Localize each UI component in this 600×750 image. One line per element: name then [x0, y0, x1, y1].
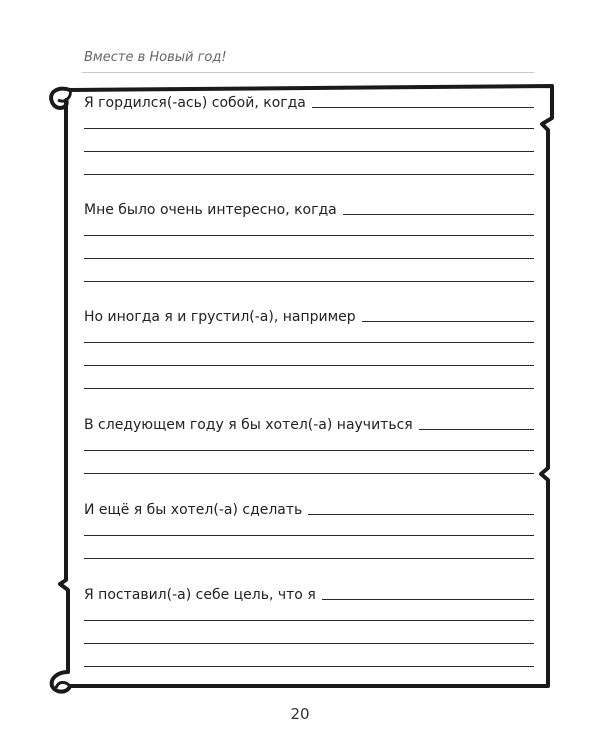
section-do: [84, 495, 534, 559]
running-header: Вместе в Новый год!: [84, 50, 227, 65]
prompt-text: Я поставил(-а) себе цель, что я: [84, 587, 316, 603]
page-number: 20: [290, 705, 310, 723]
section-learn: [84, 410, 534, 474]
answer-line[interactable]: [312, 107, 534, 108]
section-sad: [84, 302, 534, 389]
answer-line[interactable]: [84, 174, 534, 175]
answer-line[interactable]: [84, 235, 534, 236]
scroll-curl-top: [58, 90, 70, 101]
answer-line[interactable]: [84, 558, 534, 559]
answer-line[interactable]: [84, 666, 534, 667]
answer-line[interactable]: [84, 281, 534, 282]
answer-line[interactable]: [84, 620, 534, 621]
answer-line[interactable]: [419, 429, 534, 430]
answer-line[interactable]: [84, 450, 534, 451]
prompt-text: Но иногда я и грустил(-а), например: [84, 309, 356, 325]
answer-line[interactable]: [84, 258, 534, 259]
answer-line[interactable]: [362, 321, 534, 322]
answer-line[interactable]: [343, 214, 534, 215]
section-goal: [84, 580, 534, 667]
prompt-text: Мне было очень интересно, когда: [84, 202, 337, 218]
section-interesting: [84, 195, 534, 282]
answer-line[interactable]: [84, 128, 534, 129]
answer-line[interactable]: [84, 151, 534, 152]
prompt-text: В следующем году я бы хотел(-а) научиться: [84, 417, 413, 433]
answer-line[interactable]: [322, 599, 534, 600]
answer-line[interactable]: [84, 365, 534, 366]
answer-line[interactable]: [84, 342, 534, 343]
answer-line[interactable]: [84, 388, 534, 389]
prompt-text: Я гордился(-ась) собой, когда: [84, 95, 306, 111]
answer-line[interactable]: [308, 514, 534, 515]
section-proud: [84, 88, 534, 175]
answer-line[interactable]: [84, 643, 534, 644]
answer-line[interactable]: [84, 473, 534, 474]
prompt-text: И ещё я бы хотел(-а) сделать: [84, 502, 303, 518]
answer-line[interactable]: [84, 535, 534, 536]
